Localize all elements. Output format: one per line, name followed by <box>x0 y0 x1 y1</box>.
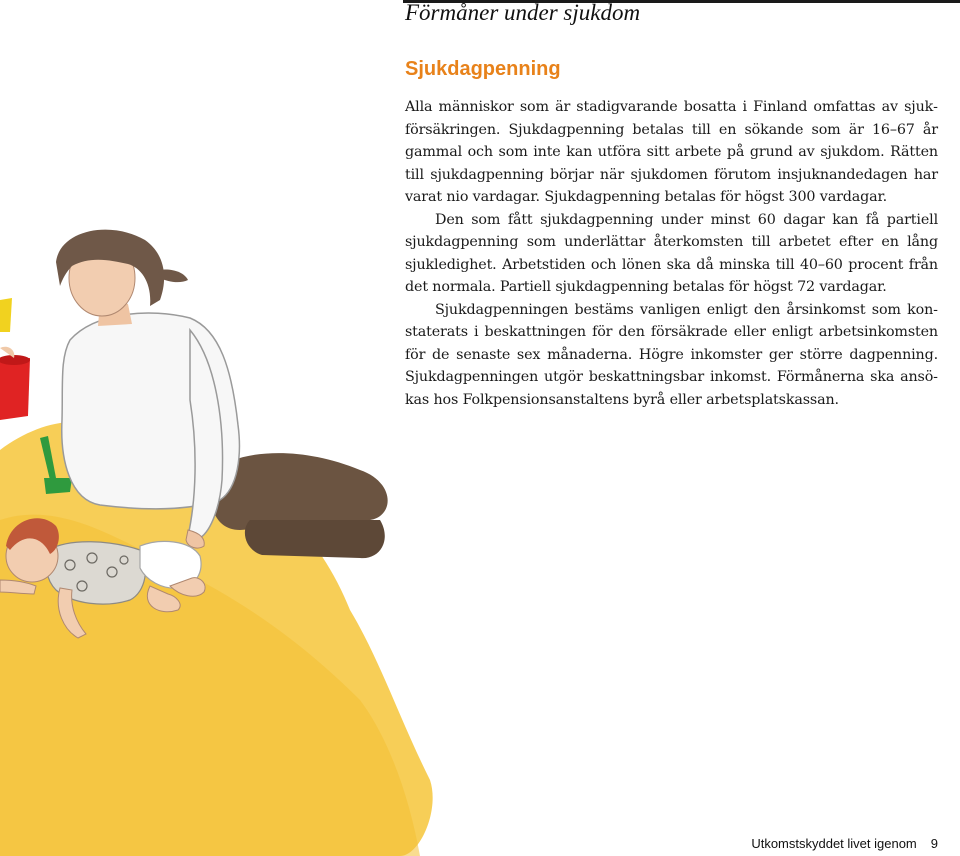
body-text <box>405 96 938 411</box>
footer <box>751 836 938 852</box>
paragraph-1: Alla människor som är stadigvarande bosatta i Finland omfattas av sjukförsäkringen. Sjukdagpenning betalas till en sökande som är 16–67 år gammal och som inte kan utföra sitt arbete på grund av sjukdom. Rätten till sjukdagpenning börjar när sjukdomen förutom insjuknandedagen har varat nio vardagar. Sjukdagpenning betalas för högst 300 vardagar. <box>405 99 938 205</box>
page-number: 9 <box>930 836 938 851</box>
paragraph-2: Den som fått sjukdagpenning under minst 60 dagar kan få partiell sjukdagpenning som underlättar återkomsten till arbetet efter en lång sjukledighet. Arbetstiden och lönen ska då minska till 40–60 procent från det normala. Partiell sjukdagpenning betalas för högst 72 vardagar. <box>405 211 938 295</box>
paragraph-3: Sjukdagpenningen bestäms vanligen enligt den årsinkomst som konstaterats i beskattningen för den försäkrade eller enligt arbetsinkomsten för de senaste sex månaderna. Högre inkomster ger större dagpenning. Sjukdagpenningen utgör beskattningsbar inkomst. Förmånerna ska ansökas hos Folkpensionsanstaltens byrå eller arbetsplatskassan. <box>405 301 938 408</box>
section-title: Sjukdagpenning <box>405 58 561 80</box>
yellow-bucket <box>0 298 12 332</box>
red-bucket <box>0 358 30 420</box>
running-head: Förmåner under sjukdom <box>405 0 641 25</box>
publication-title: Utkomstskyddet livet igenom <box>751 836 917 851</box>
sandbox-illustration <box>0 220 460 856</box>
